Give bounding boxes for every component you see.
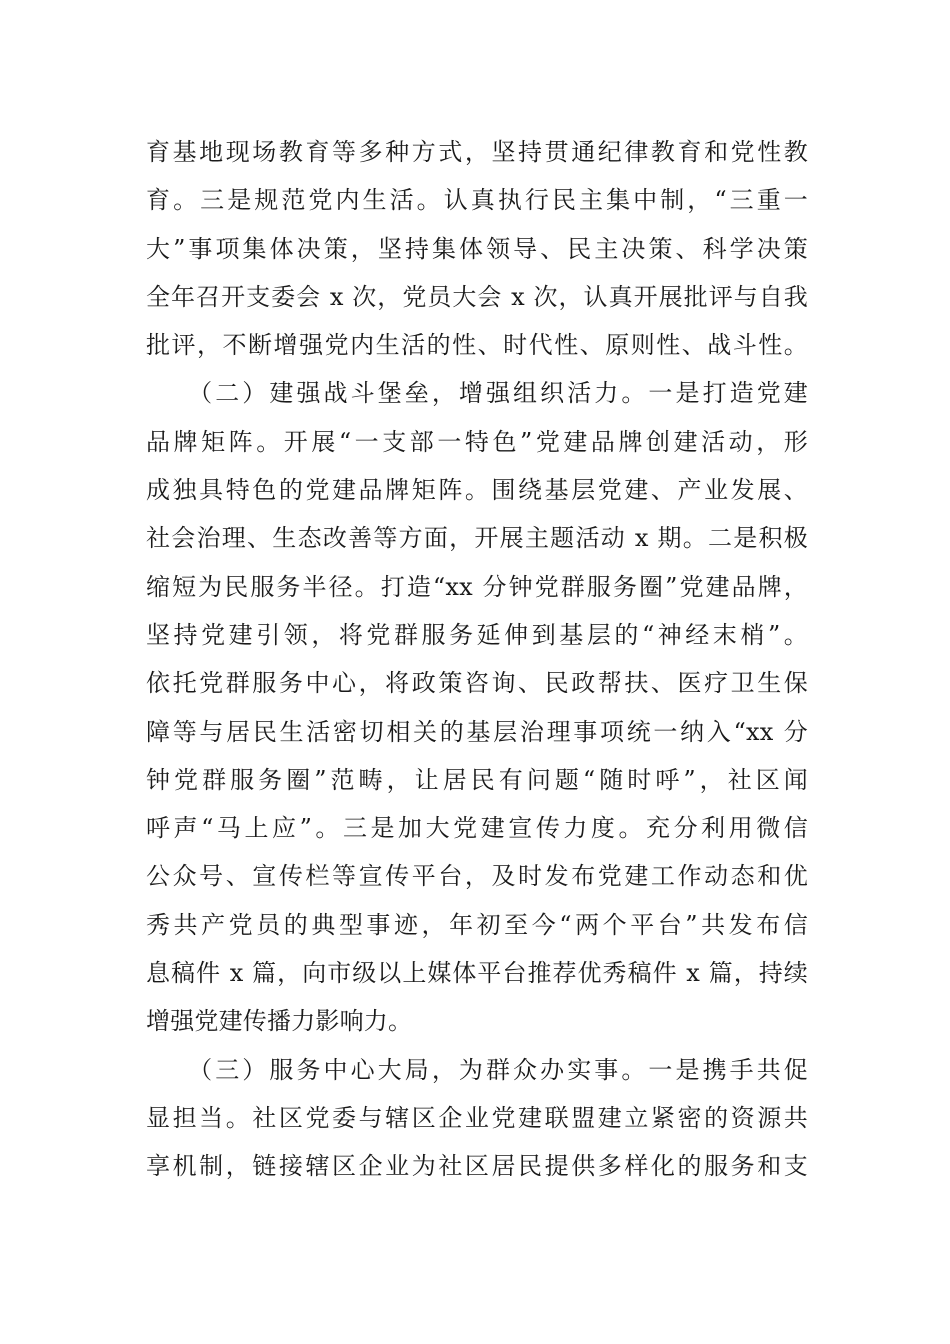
text-line: （二）建强战斗堡垒，增强组织活力。一是打造党建 <box>146 379 808 408</box>
text-line: 增强党建传播力影响力。 <box>146 1007 413 1036</box>
text-line: 成独具特色的党建品牌矩阵。围绕基层党建、产业发展、 <box>146 476 808 505</box>
text-line: 大”事项集体决策，坚持集体领导、民主决策、科学决策 <box>146 234 808 263</box>
text-line: 品牌矩阵。开展“一支部一特色”党建品牌创建活动，形 <box>146 427 808 456</box>
text-line: 育基地现场教育等多种方式，坚持贯通纪律教育和党性教 <box>146 138 808 166</box>
text-line: 批评，不断增强党内生活的性、时代性、原则性、战斗性。 <box>146 331 808 360</box>
text-line: 呼声“马上应”。三是加大党建宣传力度。充分利用微信 <box>146 814 808 843</box>
text-line: 公众号、宣传栏等宣传平台，及时发布党建工作动态和优 <box>146 862 808 891</box>
text-line: 息稿件 x 篇，向市级以上媒体平台推荐优秀稿件 x 篇，持续 <box>146 959 808 988</box>
text-line: 享机制，链接辖区企业为社区居民提供多样化的服务和支 <box>146 1152 808 1181</box>
text-line: 全年召开支委会 x 次，党员大会 x 次，认真开展批评与自我 <box>146 282 808 311</box>
text-line: 缩短为民服务半径。打造“xx 分钟党群服务圈”党建品牌， <box>146 572 808 601</box>
text-line: 秀共产党员的典型事迹，年初至今“两个平台”共发布信 <box>146 910 808 939</box>
document-body <box>146 128 808 1191</box>
text-line: 障等与居民生活密切相关的基层治理事项统一纳入“xx 分 <box>146 717 808 746</box>
text-line: 育。三是规范党内生活。认真执行民主集中制，“三重一 <box>146 186 808 215</box>
text-line: 依托党群服务中心，将政策咨询、民政帮扶、医疗卫生保 <box>146 669 808 698</box>
text-line: 坚持党建引领，将党群服务延伸到基层的“神经末梢”。 <box>146 620 808 649</box>
text-line: 社会治理、生态改善等方面，开展主题活动 x 期。二是积极 <box>146 524 808 553</box>
text-line: 显担当。社区党委与辖区企业党建联盟建立紧密的资源共 <box>146 1103 808 1132</box>
text-line: （三）服务中心大局，为群众办实事。一是携手共促 <box>146 1055 808 1084</box>
text-line: 钟党群服务圈”范畴，让居民有问题“随时呼”，社区闻 <box>146 765 808 794</box>
